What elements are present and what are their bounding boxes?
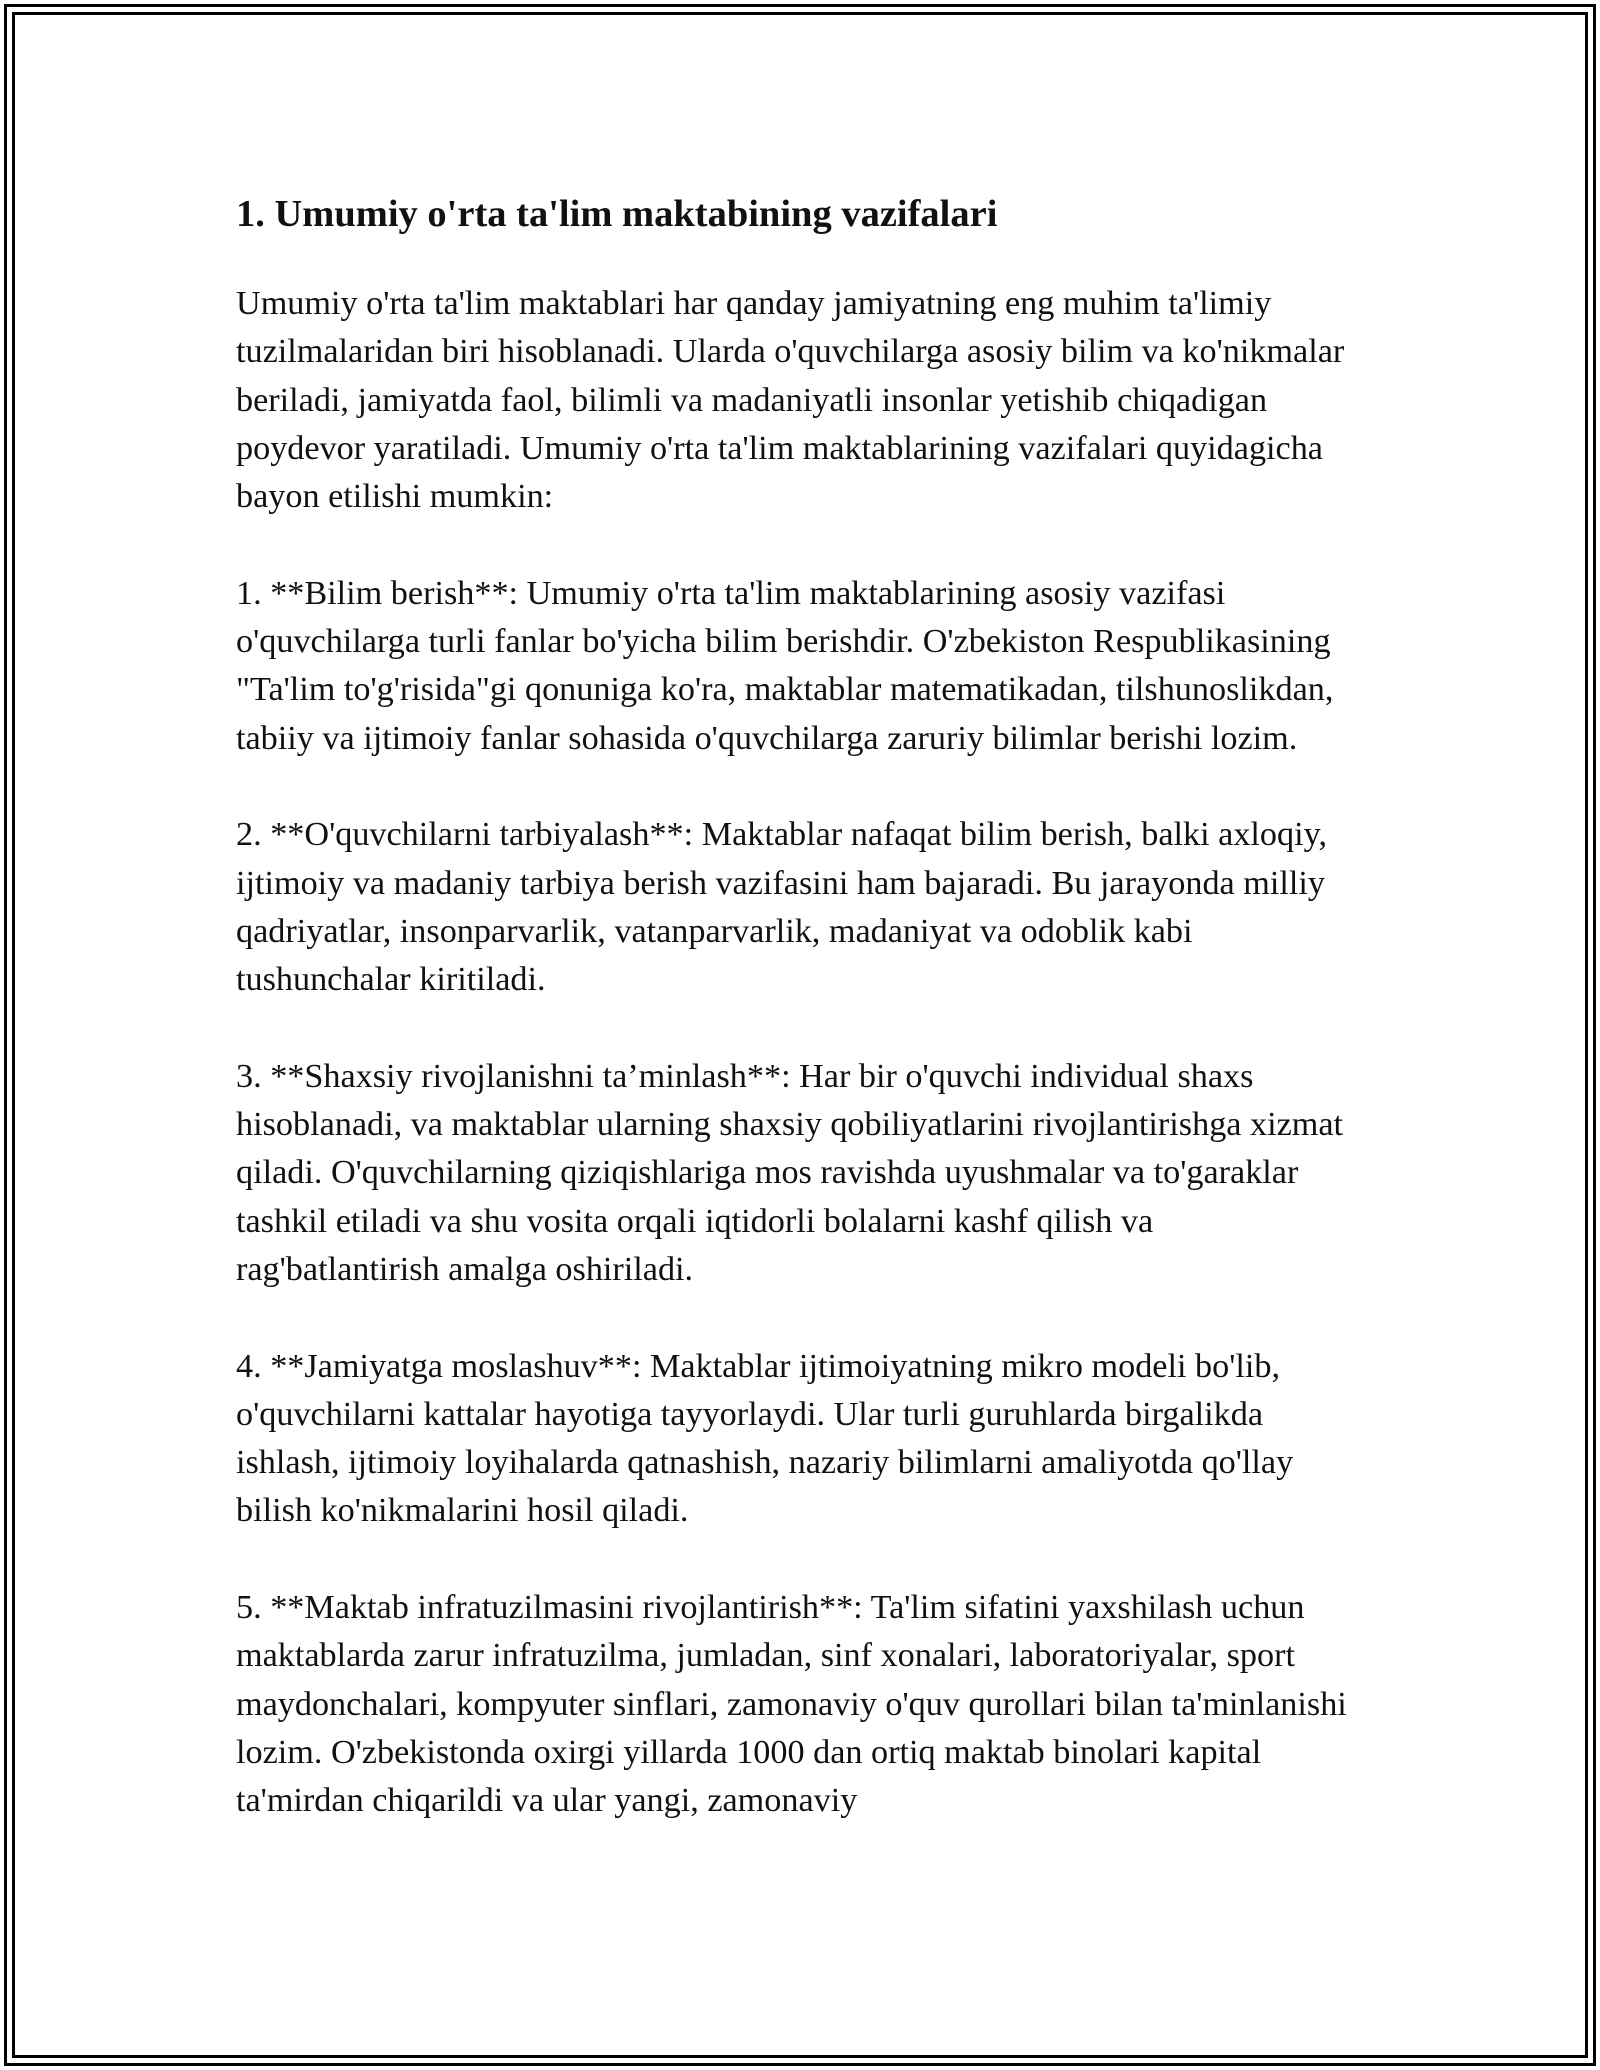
list-item-shaxsiy-rivojlanish: 3. **Shaxsiy rivojlanishni ta’minlash**: Har bir o'quvchi individual shaxs hisoblanadi, va maktablar ularning shaxsiy qobiliyatlarini rivojlantirishga xizmat qiladi. O'quvchilarning qiziqishlariga mos ravishda uyushmalar va to'garaklar tashkil etiladi va shu vosita orqali iqtidorli bolalarni kashf qilish va rag'batlantirish amalga oshiriladi. <box>236 1057 1344 1288</box>
intro-paragraph: Umumiy o'rta ta'lim maktablari har qanday jamiyatning eng muhim ta'limiy tuzilmalaridan biri hisoblanadi. Ularda o'quvchilarga asosiy bilim va ko'nikmalar beriladi, jamiyatda faol, bilimli va madaniyatli insonlar yetishib chiqadigan poydevor yaratiladi. Umumiy o'rta ta'lim maktablarining vazifalari quyidagicha bayon etilishi mumkin: <box>236 285 1345 516</box>
list-item-tarbiyalash: 2. **O'quvchilarni tarbiyalash**: Maktablar nafaqat bilim berish, balki axloqiy, ijtimoiy va madaniy tarbiya berish vazifasini ham bajaradi. Bu jarayonda milliy qadriyatlar, insonparvarlik, vatanparvarlik, madaniyat va odoblik kabi tushunchalar kiritiladi. <box>236 816 1328 999</box>
list-item-infratuzilma: 5. **Maktab infratuzilmasini rivojlantirish**: Ta'lim sifatini yaxshilash uchun maktablarda zarur infratuzilma, jumladan, sinf xonalari, laboratoriyalar, sport maydonchalari, kompyuter sinflari, zamonaviy o'quv qurollari bilan ta'minlanishi lozim. O'zbekistonda oxirgi yillarda 1000 dan ortiq maktab binolari kapital ta'mirdan chiqarildi va ular yangi, zamonaviy <box>236 1589 1347 1820</box>
list-item-jamiyatga-moslashuv: 4. **Jamiyatga moslashuv**: Maktablar ijtimoiyatning mikro modeli bo'lib, o'quvchilarni kattalar hayotiga tayyorlaydi. Ular turli guruhlarda birgalikda ishlash, ijtimoiy loyihalarda qatnashish, nazariy bilimlarni amaliyotda qo'llay bilish ko'nikmalarini hosil qiladi. <box>236 1347 1294 1530</box>
list-item-bilim-berish: 1. **Bilim berish**: Umumiy o'rta ta'lim maktablarining asosiy vazifasi o'quvchilarga turli fanlar bo'yicha bilim berishdir. O'zbekiston Respublikasining "Ta'lim to'g'risida"gi qonuniga ko'ra, maktablar matematikadan, tilshunoslikdan, tabiiy va ijtimoiy fanlar sohasida o'quvchilarga zaruriy bilimlar berishi lozim. <box>236 574 1334 757</box>
document-body <box>236 182 1364 1826</box>
section-heading: 1. Umumiy o'rta ta'lim maktabining vazifalari <box>236 193 998 235</box>
